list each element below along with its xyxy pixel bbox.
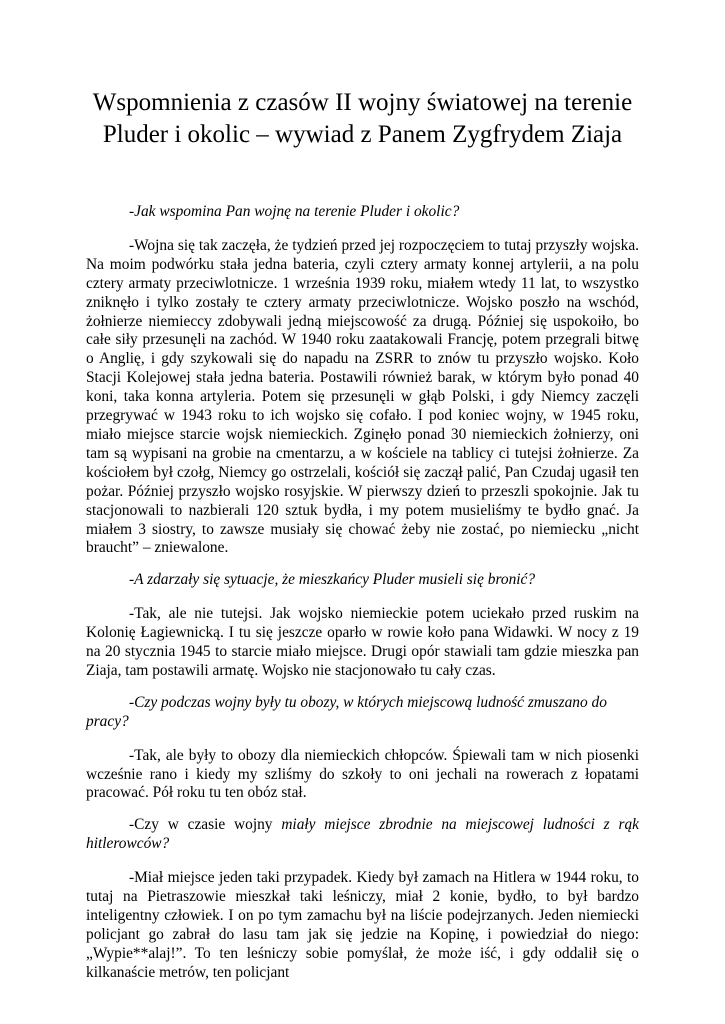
question-4-plain: -Czy w czasie wojny xyxy=(129,816,282,834)
question-4 xyxy=(86,816,639,854)
question-4-italic: miały miejsce zbrodnie na miejscowej ludności z rąk hitlerowców? xyxy=(86,816,639,853)
answer-4: -Miał miejsce jeden taki przypadek. Kiedy był zamach na Hitlera w 1944 roku, to tutaj na Pietraszowie mieszkał taki leśniczy, miał 2 konie, bydło, to był bardzo inteligentny człowiek. I on po tym zamachu był na liście podejrzanych. Jeden niemiecki policjant go zabrał do lasu tam jak się jedzie na Kopinę, i powiedział do niego: „Wypie**alaj!”. To ten leśniczy sobie pomyślał, że może iść, i gdy oddalił się o kilkanaście metrów, ten policjant xyxy=(86,869,639,981)
question-3: -Czy podczas wojny były tu obozy, w których miejscową ludność zmuszano do pracy? xyxy=(86,693,607,730)
answer-2: -Tak, ale nie tutejsi. Jak wojsko niemieckie potem uciekało przed ruskim na Kolonię Łagiewnicką. I tu się jeszcze oparło w rowie koło pana Widawki. W nocy z 19 na 20 stycznia 1945 to starcie miało miejsce. Drugi opór stawiali tam gdzie mieszka pan Ziaja, tam postawili armatę. Wojsko nie stacjonowało tu cały czas. xyxy=(86,605,639,679)
question-2: -A zdarzały się sytuacje, że mieszkańcy Pluder musieli się bronić? xyxy=(129,571,536,589)
question-1: -Jak wspomina Pan wojnę na terenie Pluder i okolic? xyxy=(129,203,460,220)
answer-3: -Tak, ale były to obozy dla niemieckich chłopców. Śpiewali tam w nich piosenki wcześnie rano i kiedy my szliśmy do szkoły to oni jechali na rowerach z łopatami pracować. Pół roku tu ten obóz stał. xyxy=(86,746,639,802)
answer-1: -Wojna się tak zaczęła, że tydzień przed jej rozpoczęciem to tutaj przyszły wojska. Na moim podwórku stała jedna bateria, czyli cztery armaty konnej artylerii, a na polu cztery armaty przeciwlotnicze. 1 września 1939 roku, miałem wtedy 11 lat, to wszystko zniknęło i tylko zostały te cztery armaty przeciwlotnicze. Wojsko poszło na wschód, żołnierze niemieccy zdobywali jedną miejscowość za drugą. Później się uspokoiło, bo całe siły przesunęli na zachód. W 1940 roku zaatakowali Francję, potem przegrali bitwę o Anglię, i gdy szykowali się do napadu na ZSRR to znów tu przyszło wojsko. Koło Stacji Kolejowej stała jedna bateria. Postawili również barak, w którym było ponad 40 koni, taka konna artyleria. Potem się przesunęli w głąb Polski, i gdy Niemcy zaczęli przegrywać w 1943 roku to ich wojsko się cofało. I pod koniec wojny, w 1945 roku, miało miejsce starcie wojsk niemieckich. Zginęło ponad 30 niemieckich żołnierzy, oni tam są wypisani na grobie na cmentarzu, a w kościele na tablicy ci tutejsi żołnierze. Za kościołem był czołg, Niemcy go ostrzelali, kościół się zaczął palić, Pan Czudaj ugasił ten pożar. Później przyszło wojsko rosyjskie. W pierwszy dzień to przeszli spokojnie. Jak tu stacjonowali to nazbierali 120 sztuk bydła, i my potem musieliśmy te bydło gnać. Ja miałem 3 siostry, to zawsze musiały się chować żeby nie zostać, po niemiecku „nicht braucht” – zniewalone. xyxy=(86,236,639,557)
interview-body xyxy=(86,203,639,983)
document-title: Wspomnienia z czasów II wojny światowej na terenie Pluder i okolic – wywiad z Panem Zygfrydem Ziaja xyxy=(92,89,633,148)
